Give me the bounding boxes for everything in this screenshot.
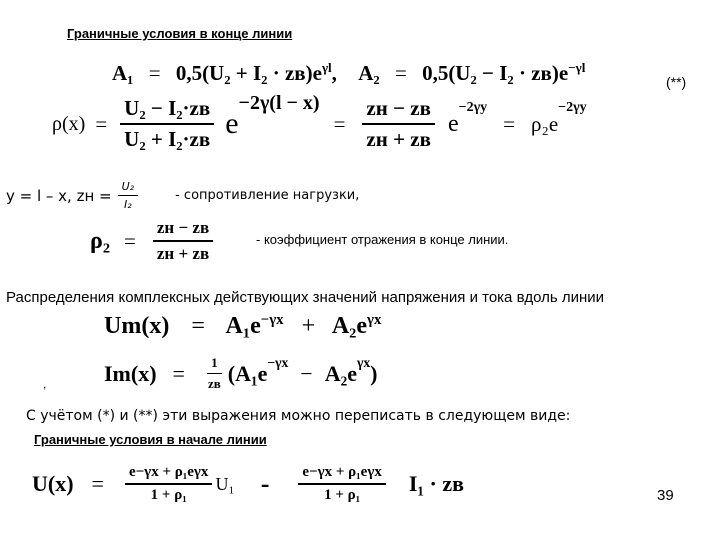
a2-lhs: A₂ [358, 61, 380, 85]
page-number: 39 [657, 487, 674, 504]
distribution-text: Распределения комплексных действующих значений напряжения и тока вдоль линии [6, 289, 605, 306]
load-desc: - сопротивление нагрузки, [175, 188, 360, 203]
im-coef-den: zв [207, 376, 221, 391]
formula-a1-a2: $A_1 = 0,5(U_2 + I_2 \cdot zв)e^{\gamma l}$, $A_2 = 0,5(U_2 - I_2 \cdot zв)e^{-\gamma l}$ [112, 60, 586, 85]
section-title-end: Граничные условия в конце линии [67, 26, 293, 41]
u-operator: - [260, 469, 270, 498]
u-f1-den: 1 + ρ₁ [150, 487, 187, 503]
a2-rhs: 0,5(U₂ − I₂ · zв)e [422, 61, 569, 85]
im-term2: A₂e [324, 360, 357, 386]
im-close: ) [370, 360, 378, 386]
rho-frac2-num: zн − zв [362, 96, 435, 125]
rho-frac1-num: U₂ − I₂·zв [120, 96, 214, 125]
im-exp1: −γx [267, 355, 289, 370]
rho2-den: zн + zв [156, 244, 210, 263]
u-lhs: U(x) [32, 471, 74, 496]
rewrite-text: С учётом (*) и (**) эти выражения можно переписать в следующем виде: [26, 408, 571, 424]
rho2-fraction [153, 218, 213, 264]
u-term1: U₁ [215, 473, 235, 494]
im-coef [204, 355, 225, 392]
formula-u: U(x) = $\frac{\text{e−γx + ρ₁eγx}}{\text{1 + ρ₁}}$ U₁ - $\frac{\text{e−γx + ρ₁eγx}}{\text{1 + ρ₁}}$ I₁ · zв [32, 464, 464, 503]
im-coef-num: 1 [207, 355, 222, 374]
formula-im: Im(x) = $\frac{1}{zв}$ (A₁e $^{-\gamma x}$ − A₂e $^{\gamma x}$ ) [104, 355, 378, 391]
substitution-text: y = l – x, zн = [6, 186, 112, 205]
formula-rho-x: ρ(x) = $\frac{\text{U₂ − I₂·zв}}{\text{U₂ + I₂·zв}}$ e −2γ(l − x) = $\frac{zн - zв}{zн + zв}$ e $^{-2\gamma y}$ = ρ₂e $^{-2\gamma y}$ [52, 92, 587, 151]
rho-frac1-den: U₂ + I₂·zв [124, 127, 211, 151]
rho2-desc: - коэффициент отражения в конце линии. [256, 232, 509, 247]
a1-rhs: 0,5(U₂ + I₂ · zв)e [175, 61, 322, 85]
formula-rho2: ρ₂ = $\frac{zн - zв}{zн + zв}$ [90, 218, 216, 264]
stray-mark: , [43, 377, 47, 391]
rho-exp2: −2γy [458, 100, 488, 115]
load-impedance-fraction [118, 180, 138, 211]
im-lhs: Im(x) [104, 360, 157, 386]
rho-exp3: −2γy [558, 100, 587, 115]
u-f2-den: 1 + ρ₁ [324, 487, 361, 503]
im-term1: (A₁e [227, 360, 268, 386]
substitution-line [6, 180, 359, 211]
u-term2: I₁ · zв [408, 471, 464, 496]
rho-exp1: −2γ(l − x) [238, 92, 320, 114]
rho-frac2-den: zн + zв [366, 127, 431, 151]
u-fraction-1 [125, 464, 212, 504]
a1-exp: γl [321, 60, 332, 75]
um-plus: + [301, 313, 316, 339]
formula-um: $Um(x) = A_1e^{-\gamma x} + A_2e^{\gamma x}$ [104, 312, 382, 339]
rho-fraction-impedances [362, 96, 435, 152]
load-frac-num: U₂ [118, 180, 138, 196]
um-term2: A₂e [331, 313, 368, 339]
um-term1: A₁e [225, 313, 261, 339]
um-exp1: −γx [260, 312, 284, 328]
load-frac-den: I₂ [124, 198, 132, 211]
rho2-lhs: ρ₂ [90, 227, 111, 254]
a1-lhs: A₁ [112, 61, 134, 85]
rho-fraction-currents [120, 96, 214, 152]
formula-ref-double-star: (**) [666, 74, 687, 90]
um-exp2: γx [367, 312, 382, 328]
a2-exp: −γl [568, 60, 586, 75]
um-lhs: Um(x) [104, 313, 170, 339]
u-f2-num: e−γx + ρ₁eγx [298, 464, 385, 485]
a-separator: , [331, 61, 337, 85]
rho-x-lhs: ρ(x) [52, 112, 86, 135]
rho2-num: zн − zв [153, 218, 213, 242]
u-f1-num: e−γx + ρ₁eγx [125, 464, 212, 485]
section-title-start: Граничные условия в начале линии [34, 432, 267, 447]
im-exp2: γx [356, 355, 371, 370]
im-minus: − [300, 360, 313, 386]
rho-rhs: ρ₂e [531, 111, 559, 136]
u-fraction-2 [298, 464, 385, 504]
